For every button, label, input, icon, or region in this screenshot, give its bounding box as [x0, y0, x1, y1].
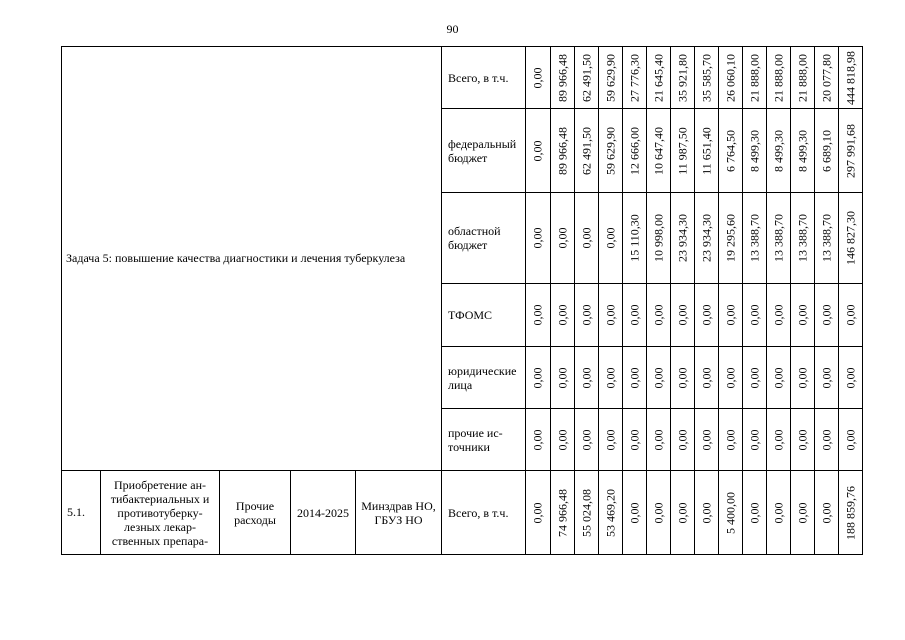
value-cell — [719, 193, 743, 284]
value-cell — [791, 284, 815, 347]
value-cell — [526, 284, 551, 347]
value-text: 0,00 — [651, 304, 665, 326]
value-text: 0,00 — [651, 367, 665, 388]
value-text: 0,00 — [627, 502, 641, 523]
value-text: 0,00 — [795, 367, 809, 388]
value-cell — [695, 347, 719, 409]
value-cell — [526, 471, 551, 555]
value-text: 0,00 — [675, 502, 689, 523]
value-cell — [551, 47, 575, 109]
value-cell — [647, 193, 671, 284]
value-text: 0,00 — [627, 367, 641, 388]
value-text: 0,00 — [819, 367, 833, 388]
value-cell — [839, 409, 863, 471]
value-cell — [575, 471, 599, 555]
value-cell — [719, 47, 743, 109]
value-text: 0,00 — [723, 367, 737, 388]
value-cell — [526, 409, 551, 471]
value-text: 23 934,30 — [699, 214, 713, 262]
value-text: 21 888,00 — [747, 53, 761, 102]
value-text: 55 024,08 — [579, 488, 593, 537]
value-text: 0,00 — [843, 304, 857, 326]
value-cell — [551, 347, 575, 409]
value-text: 0,00 — [699, 304, 713, 326]
value-text: 0,00 — [747, 502, 761, 523]
value-cell — [767, 471, 791, 555]
value-cell — [695, 471, 719, 555]
value-cell — [647, 284, 671, 347]
value-cell — [575, 47, 599, 109]
value-text: 0,00 — [747, 304, 761, 326]
value-text: 0,00 — [723, 304, 737, 326]
value-text: 0,00 — [555, 367, 569, 388]
value-text: 0,00 — [555, 429, 569, 450]
value-cell — [623, 471, 647, 555]
item-name: Приобретение ан-тибактериальных и противотуберку-лезных лекар-ственных препара- — [101, 471, 220, 555]
value-cell — [599, 347, 623, 409]
funding-source: Всего, в т.ч. — [442, 47, 526, 109]
value-text: 8 499,30 — [747, 129, 761, 172]
value-cell — [767, 409, 791, 471]
value-text: 0,00 — [603, 227, 617, 249]
funding-source: областной бюджет — [442, 193, 526, 284]
value-text: 0,00 — [530, 367, 545, 388]
value-cell — [623, 193, 647, 284]
value-text: 0,00 — [771, 367, 785, 388]
value-text: 0,00 — [699, 502, 713, 523]
value-cell — [575, 109, 599, 193]
value-cell — [599, 471, 623, 555]
value-text: 0,00 — [603, 304, 617, 326]
value-cell — [671, 109, 695, 193]
value-text: 20 077,80 — [819, 53, 833, 102]
value-cell — [647, 347, 671, 409]
value-text: 0,00 — [579, 367, 593, 388]
value-text: 0,00 — [530, 140, 545, 161]
value-cell — [599, 109, 623, 193]
value-text: 27 776,30 — [627, 53, 641, 102]
value-cell — [719, 471, 743, 555]
value-text: 19 295,60 — [723, 214, 737, 262]
value-text: 297 991,68 — [843, 123, 857, 178]
value-text: 5 400,00 — [723, 491, 737, 534]
value-cell — [815, 471, 839, 555]
value-text: 0,00 — [579, 429, 593, 450]
value-text: 8 499,30 — [771, 129, 785, 172]
value-text: 21 888,00 — [771, 53, 785, 102]
value-cell — [551, 193, 575, 284]
value-cell — [671, 471, 695, 555]
item-row — [62, 471, 863, 555]
value-cell — [575, 347, 599, 409]
value-text: 0,00 — [699, 429, 713, 450]
value-cell — [839, 471, 863, 555]
value-cell — [743, 347, 767, 409]
value-cell — [623, 284, 647, 347]
value-cell — [791, 471, 815, 555]
value-cell — [526, 193, 551, 284]
value-text: 13 388,70 — [819, 214, 833, 262]
value-text: 146 827,30 — [843, 211, 857, 265]
value-cell — [526, 347, 551, 409]
value-cell — [599, 409, 623, 471]
value-cell — [839, 284, 863, 347]
value-cell — [647, 47, 671, 109]
value-text: 13 388,70 — [747, 214, 761, 262]
value-text: 0,00 — [530, 429, 545, 450]
value-text: 6 764,50 — [723, 129, 737, 172]
value-cell — [791, 109, 815, 193]
value-cell — [599, 193, 623, 284]
value-cell — [815, 47, 839, 109]
value-cell — [671, 47, 695, 109]
funding-source: федеральный бюджет — [442, 109, 526, 193]
value-text: 0,00 — [795, 304, 809, 326]
value-cell — [599, 47, 623, 109]
value-text: 0,00 — [795, 502, 809, 523]
value-cell — [695, 109, 719, 193]
value-text: 10 647,40 — [651, 126, 665, 175]
value-text: 21 645,40 — [651, 53, 665, 102]
value-text: 0,00 — [771, 502, 785, 523]
value-cell — [767, 284, 791, 347]
value-cell — [671, 347, 695, 409]
value-text: 35 585,70 — [699, 53, 713, 102]
value-text: 26 060,10 — [723, 53, 737, 102]
value-text: 89 966,48 — [555, 126, 569, 175]
value-cell — [839, 193, 863, 284]
value-text: 74 966,48 — [555, 488, 569, 537]
value-text: 59 629,90 — [603, 53, 617, 102]
value-cell — [623, 409, 647, 471]
value-text: 0,00 — [555, 304, 569, 326]
value-text: 23 934,30 — [675, 214, 689, 262]
value-cell — [767, 109, 791, 193]
value-text: 10 998,00 — [651, 214, 665, 262]
funding-source: юридические лица — [442, 347, 526, 409]
value-text: 0,00 — [627, 429, 641, 450]
value-cell — [526, 47, 551, 109]
value-text: 0,00 — [699, 367, 713, 388]
value-cell — [791, 47, 815, 109]
value-cell — [671, 284, 695, 347]
value-text: 0,00 — [555, 227, 569, 249]
value-text: 15 110,30 — [627, 214, 641, 262]
value-text: 0,00 — [530, 227, 545, 249]
value-cell — [791, 193, 815, 284]
value-text: 0,00 — [747, 367, 761, 388]
item-funding-source: Всего, в т.ч. — [442, 471, 526, 555]
value-text: 0,00 — [771, 429, 785, 450]
value-cell — [815, 284, 839, 347]
value-cell — [599, 284, 623, 347]
value-text: 0,00 — [579, 304, 593, 326]
value-text: 0,00 — [651, 429, 665, 450]
value-text: 62 491,50 — [579, 126, 593, 175]
value-text: 0,00 — [795, 429, 809, 450]
value-cell — [719, 347, 743, 409]
value-cell — [551, 284, 575, 347]
value-text: 13 388,70 — [771, 214, 785, 262]
value-cell — [743, 471, 767, 555]
value-text: 0,00 — [675, 304, 689, 326]
value-text: 11 987,50 — [675, 126, 689, 175]
item-executor: Минздрав НО, ГБУЗ НО — [356, 471, 442, 555]
value-cell — [743, 109, 767, 193]
value-text: 0,00 — [530, 304, 545, 326]
value-cell — [767, 47, 791, 109]
value-text: 12 666,00 — [627, 126, 641, 175]
value-text: 0,00 — [771, 304, 785, 326]
value-text: 0,00 — [530, 67, 545, 88]
value-text: 89 966,48 — [555, 53, 569, 102]
value-text: 0,00 — [675, 429, 689, 450]
value-cell — [743, 284, 767, 347]
value-cell — [671, 193, 695, 284]
value-text: 0,00 — [723, 429, 737, 450]
item-number: 5.1. — [62, 471, 101, 555]
value-cell — [815, 409, 839, 471]
value-text: 0,00 — [579, 227, 593, 249]
value-text: 188 859,76 — [843, 485, 857, 540]
value-text: 11 651,40 — [699, 126, 713, 175]
value-cell — [551, 409, 575, 471]
value-text: 13 388,70 — [795, 214, 809, 262]
value-text: 0,00 — [530, 502, 545, 523]
value-cell — [575, 409, 599, 471]
value-cell — [623, 109, 647, 193]
table-row — [62, 47, 863, 109]
value-cell — [647, 471, 671, 555]
value-cell — [719, 409, 743, 471]
value-cell — [839, 47, 863, 109]
value-cell — [815, 109, 839, 193]
value-text: 0,00 — [747, 429, 761, 450]
value-cell — [743, 193, 767, 284]
value-cell — [695, 193, 719, 284]
value-cell — [719, 109, 743, 193]
value-cell — [791, 409, 815, 471]
value-cell — [743, 409, 767, 471]
value-text: 35 921,80 — [675, 53, 689, 102]
value-text: 8 499,30 — [795, 129, 809, 172]
value-cell — [695, 409, 719, 471]
budget-table — [61, 46, 863, 555]
funding-source: ТФОМС — [442, 284, 526, 347]
page-number: 90 — [446, 22, 459, 36]
value-text: 6 689,10 — [819, 129, 833, 172]
value-text: 59 629,90 — [603, 126, 617, 175]
item-period: 2014-2025 — [291, 471, 356, 555]
value-cell — [767, 193, 791, 284]
value-cell — [551, 471, 575, 555]
value-cell — [791, 347, 815, 409]
value-text: 0,00 — [819, 304, 833, 326]
value-cell — [767, 347, 791, 409]
value-text: 444 818,98 — [843, 50, 857, 105]
value-text: 0,00 — [603, 429, 617, 450]
value-cell — [719, 284, 743, 347]
value-text: 62 491,50 — [579, 53, 593, 102]
value-text: 0,00 — [819, 502, 833, 523]
value-text: 0,00 — [651, 502, 665, 523]
value-cell — [647, 109, 671, 193]
value-cell — [695, 284, 719, 347]
value-cell — [839, 109, 863, 193]
value-text: 53 469,20 — [603, 488, 617, 537]
funding-source: прочие ис-точники — [442, 409, 526, 471]
value-text: 0,00 — [843, 429, 857, 450]
value-cell — [575, 193, 599, 284]
value-text: 0,00 — [603, 367, 617, 388]
value-cell — [526, 109, 551, 193]
value-cell — [743, 47, 767, 109]
value-text: 0,00 — [675, 367, 689, 388]
value-cell — [551, 109, 575, 193]
value-text: 21 888,00 — [795, 53, 809, 102]
value-cell — [671, 409, 695, 471]
value-cell — [647, 409, 671, 471]
value-cell — [815, 347, 839, 409]
value-cell — [695, 47, 719, 109]
value-text: 0,00 — [819, 429, 833, 450]
value-text: 0,00 — [843, 367, 857, 388]
value-cell — [839, 347, 863, 409]
value-cell — [575, 284, 599, 347]
value-text: 0,00 — [627, 304, 641, 326]
value-cell — [815, 193, 839, 284]
task-title: Задача 5: повышение качества диагностики и лечения туберкулеза — [62, 47, 442, 471]
value-cell — [623, 347, 647, 409]
item-expense-type: Прочие расходы — [220, 471, 291, 555]
value-cell — [623, 47, 647, 109]
